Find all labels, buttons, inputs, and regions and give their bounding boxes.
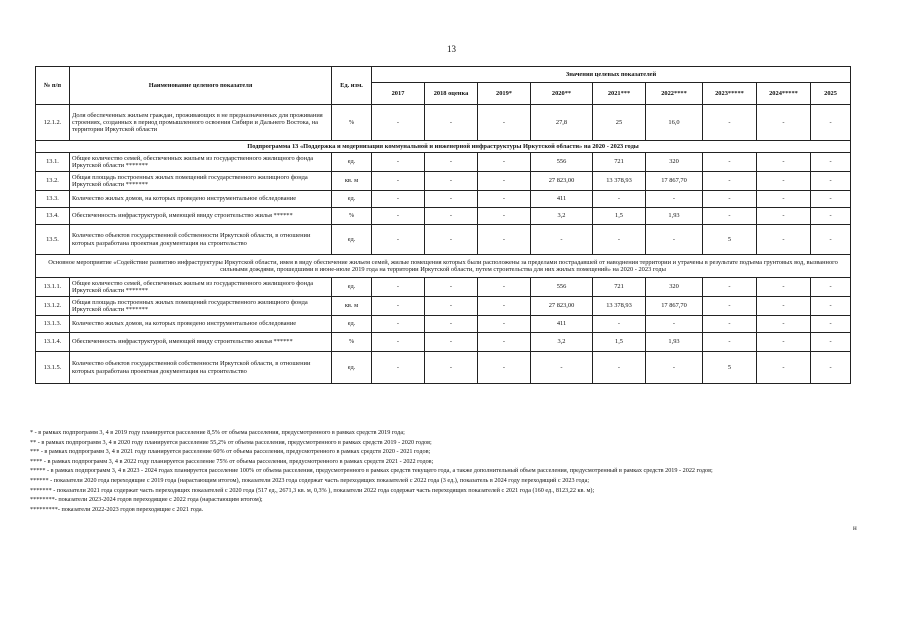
value-cell: -: [478, 191, 531, 208]
value-cell: -: [811, 352, 851, 384]
value-cell: -: [757, 333, 811, 352]
value-cell: -: [703, 208, 757, 225]
value-cell: -: [425, 297, 478, 316]
row-number: 13.1.5.: [36, 352, 70, 384]
value-cell: -: [811, 297, 851, 316]
unit-cell: %: [332, 105, 372, 141]
unit-cell: ед.: [332, 316, 372, 333]
value-cell: -: [372, 172, 425, 191]
subprogram-title: Подпрограмма 13 «Поддержка и модернизация коммунальной и инженерной инфраструктуры Иркутской области» на 2020 - 2023 годы: [36, 141, 851, 153]
value-cell: -: [425, 208, 478, 225]
footnote: ********- показатели 2023-2024 годов переходящие с 2022 года (нарастающим итогом);: [30, 496, 263, 504]
value-cell: 411: [531, 191, 593, 208]
header-year: 2025: [811, 83, 851, 105]
value-cell: -: [757, 172, 811, 191]
row-number: 13.1.2.: [36, 297, 70, 316]
value-cell: -: [757, 191, 811, 208]
value-cell: 721: [593, 153, 646, 172]
value-cell: -: [811, 153, 851, 172]
header-unit: Ед. изм.: [332, 67, 372, 105]
value-cell: -: [703, 333, 757, 352]
value-cell: -: [703, 172, 757, 191]
value-cell: -: [531, 352, 593, 384]
indicator-name: Количество жилых домов, на которых проведено инструментальное обследование: [70, 191, 332, 208]
row-number: 13.4.: [36, 208, 70, 225]
value-cell: -: [811, 172, 851, 191]
value-cell: -: [372, 105, 425, 141]
footnote: * - в рамках подпрограмм 3, 4 в 2019 году планируется расселение 8,5% от объема расселения, предусмотренного в рамках средств 2019 года;: [30, 429, 405, 436]
value-cell: -: [646, 225, 703, 255]
indicator-name: Общее количество семей, обеспеченных жильем из государственного жилищного фонда Иркутской области *******: [70, 278, 332, 297]
value-cell: -: [372, 191, 425, 208]
value-cell: -: [425, 316, 478, 333]
value-cell: -: [425, 191, 478, 208]
value-cell: 27 823,00: [531, 172, 593, 191]
value-cell: -: [478, 225, 531, 255]
value-cell: -: [811, 208, 851, 225]
value-cell: -: [593, 352, 646, 384]
footnote: ** - в рамках подпрограмм 3, 4 в 2020 году планируется расселение 55,2% от объема расселения, предусмотренного в рамках средств 2019 - 2020 годов;: [30, 438, 432, 446]
value-cell: -: [757, 153, 811, 172]
table-row: [36, 191, 851, 208]
unit-cell: кв. м: [332, 172, 372, 191]
value-cell: -: [703, 297, 757, 316]
value-cell: 17 867,70: [646, 172, 703, 191]
unit-cell: %: [332, 208, 372, 225]
value-cell: 556: [531, 153, 593, 172]
value-cell: -: [425, 172, 478, 191]
header-year: 2017: [372, 83, 425, 105]
value-cell: -: [531, 225, 593, 255]
table-row: [36, 225, 851, 255]
unit-cell: %: [332, 333, 372, 352]
value-cell: -: [703, 191, 757, 208]
value-cell: -: [811, 105, 851, 141]
value-cell: 1,93: [646, 208, 703, 225]
table-row: [36, 278, 851, 297]
value-cell: 13 378,93: [593, 172, 646, 191]
table-row: [36, 316, 851, 333]
value-cell: 320: [646, 278, 703, 297]
value-cell: -: [478, 208, 531, 225]
unit-cell: ед.: [332, 191, 372, 208]
indicator-name: Обеспеченность инфраструктурой, имеющей ввиду строительство жилья ******: [70, 333, 332, 352]
page-number: 13: [447, 44, 456, 54]
value-cell: -: [478, 297, 531, 316]
footnote: ****** - показатели 2020 года переходящие с 2019 года (нарастающим итогом), показатели 2023 года содержат часть переходящих показателей с 2022 года (3 ед.), показатель в 2024 году переходящий с 2023 года;: [30, 476, 590, 484]
unit-cell: ед.: [332, 352, 372, 384]
corner-mark: н: [853, 524, 857, 532]
value-cell: -: [593, 225, 646, 255]
table-row: [36, 105, 851, 141]
row-number: 13.1.1.: [36, 278, 70, 297]
value-cell: -: [811, 333, 851, 352]
row-number: 13.1.: [36, 153, 70, 172]
value-cell: -: [757, 297, 811, 316]
value-cell: -: [703, 278, 757, 297]
value-cell: -: [646, 191, 703, 208]
value-cell: -: [757, 208, 811, 225]
row-number: 12.1.2.: [36, 105, 70, 141]
footnote: **** - в рамках подпрограмм 3, 4 в 2022 году планируется расселение 75% от объема расселения, предусмотренного в рамках средств 2021 - 2022 годов;: [30, 457, 434, 465]
value-cell: -: [593, 191, 646, 208]
header-name: Наименование целевого показателя: [70, 67, 332, 105]
table-row: [36, 172, 851, 191]
footnote: *********- показатели 2022-2023 годов переходящие с 2021 года.: [30, 505, 204, 513]
value-cell: 411: [531, 316, 593, 333]
value-cell: -: [593, 316, 646, 333]
value-cell: -: [703, 153, 757, 172]
row-number: 13.1.4.: [36, 333, 70, 352]
value-cell: -: [757, 278, 811, 297]
value-cell: 1,5: [593, 208, 646, 225]
value-cell: -: [811, 225, 851, 255]
value-cell: 17 867,70: [646, 297, 703, 316]
indicator-name: Общее количество семей, обеспеченных жильем из государственного жилищного фонда Иркутской области *******: [70, 153, 332, 172]
value-cell: -: [646, 316, 703, 333]
event-title: Основное мероприятие «Содействие развитию инфраструктуры Иркутской области, имея в виду обеспечение жильем семей, жилые помещения которых были расположены за пределами пострадавшей от наводнения территории и утрачены в результате подъема грунтовых вод, вызванного сильными дождями, прошедшими в июне-июле 2019 года на территории Иркутской области, путем строительства для них жилых помещений» на 2020 - 2023 годы: [36, 255, 851, 278]
value-cell: 25: [593, 105, 646, 141]
value-cell: -: [757, 105, 811, 141]
value-cell: -: [425, 333, 478, 352]
row-number: 13.5.: [36, 225, 70, 255]
indicator-name: Доля обеспеченных жильем граждан, проживающих в не предназначенных для проживания строениях, созданных в период промышленного освоения Сибири и Дальнего Востока, на территории Иркутской области: [70, 105, 332, 141]
value-cell: -: [703, 105, 757, 141]
header-year: 2018 оценка: [425, 83, 478, 105]
value-cell: -: [757, 225, 811, 255]
unit-cell: ед.: [332, 278, 372, 297]
value-cell: 27 823,00: [531, 297, 593, 316]
row-number: 13.3.: [36, 191, 70, 208]
value-cell: -: [811, 191, 851, 208]
table-row: [36, 153, 851, 172]
header-year: 2022****: [646, 83, 703, 105]
table-row: [36, 297, 851, 316]
value-cell: -: [372, 333, 425, 352]
value-cell: -: [425, 225, 478, 255]
table-row: [36, 352, 851, 384]
value-cell: -: [425, 352, 478, 384]
footnote: ***** - в рамках подпрограмм 3, 4 в 2023 - 2024 годах планируется расселение 100% от объема расселения, предусмотренного в рамках средств текущего года, а также дополнительный объем расселения, предусмотренный в рамках средств 2019 - 2022 годов;: [30, 467, 713, 475]
value-cell: -: [811, 316, 851, 333]
indicator-name: Обеспеченность инфраструктурой, имеющей ввиду строительство жилья ******: [70, 208, 332, 225]
unit-cell: ед.: [332, 153, 372, 172]
value-cell: 5: [703, 352, 757, 384]
indicator-name: Количество жилых домов, на которых проведено инструментальное обследование: [70, 316, 332, 333]
value-cell: 320: [646, 153, 703, 172]
value-cell: 13 378,93: [593, 297, 646, 316]
value-cell: 3,2: [531, 333, 593, 352]
unit-cell: кв. м: [332, 297, 372, 316]
value-cell: -: [425, 153, 478, 172]
footnotes: [30, 428, 860, 514]
value-cell: 1,93: [646, 333, 703, 352]
header-num: № п/п: [36, 67, 70, 105]
value-cell: 27,8: [531, 105, 593, 141]
value-cell: -: [757, 352, 811, 384]
indicator-name: Общая площадь построенных жилых помещений государственного жилищного фонда Иркутской области *******: [70, 297, 332, 316]
header-year: 2023*****: [703, 83, 757, 105]
value-cell: -: [372, 352, 425, 384]
indicators-table: [35, 66, 851, 384]
header-year: 2020**: [531, 83, 593, 105]
value-cell: 3,2: [531, 208, 593, 225]
value-cell: -: [372, 225, 425, 255]
row-number: 13.1.3.: [36, 316, 70, 333]
value-cell: -: [372, 208, 425, 225]
value-cell: -: [372, 297, 425, 316]
row-number: 13.2.: [36, 172, 70, 191]
value-cell: 1,5: [593, 333, 646, 352]
value-cell: -: [478, 153, 531, 172]
value-cell: -: [478, 316, 531, 333]
header-values-group: Значения целевых показателей: [372, 67, 851, 83]
header-year: 2019*: [478, 83, 531, 105]
value-cell: -: [703, 316, 757, 333]
value-cell: -: [478, 105, 531, 141]
value-cell: 721: [593, 278, 646, 297]
value-cell: -: [478, 352, 531, 384]
indicator-name: Общая площадь построенных жилых помещений государственного жилищного фонда Иркутской области *******: [70, 172, 332, 191]
value-cell: -: [372, 153, 425, 172]
header-year: 2021***: [593, 83, 646, 105]
value-cell: 556: [531, 278, 593, 297]
value-cell: -: [372, 278, 425, 297]
value-cell: -: [425, 278, 478, 297]
value-cell: -: [646, 352, 703, 384]
value-cell: -: [478, 172, 531, 191]
value-cell: 5: [703, 225, 757, 255]
indicator-name: Количество объектов государственной собственности Иркутской области, в отношении которых разработана проектная документация на строительство: [70, 352, 332, 384]
value-cell: -: [478, 333, 531, 352]
value-cell: -: [757, 316, 811, 333]
footnote: ******* - показатели 2021 года содержат часть переходящих показателей с 2020 года (517 ед., 2671,3 кв. м, 0,3% ), показатели 2022 года содержат часть переходящих показателей с 2021 года (160 ед., 8123,22 кв. м);: [30, 486, 595, 494]
indicator-name: Количество объектов государственной собственности Иркутской области, в отношении которых разработана проектная документация на строительство: [70, 225, 332, 255]
value-cell: -: [425, 105, 478, 141]
value-cell: -: [372, 316, 425, 333]
value-cell: -: [478, 278, 531, 297]
footnote: *** - в рамках подпрограмм 3, 4 в 2021 году планируется расселение 60% от объема расселения, предусмотренного в рамках средств 2020 - 2021 годов;: [30, 448, 431, 456]
unit-cell: ед.: [332, 225, 372, 255]
value-cell: 16,0: [646, 105, 703, 141]
table-row: [36, 333, 851, 352]
header-year: 2024*****: [757, 83, 811, 105]
value-cell: -: [811, 278, 851, 297]
table-row: [36, 208, 851, 225]
